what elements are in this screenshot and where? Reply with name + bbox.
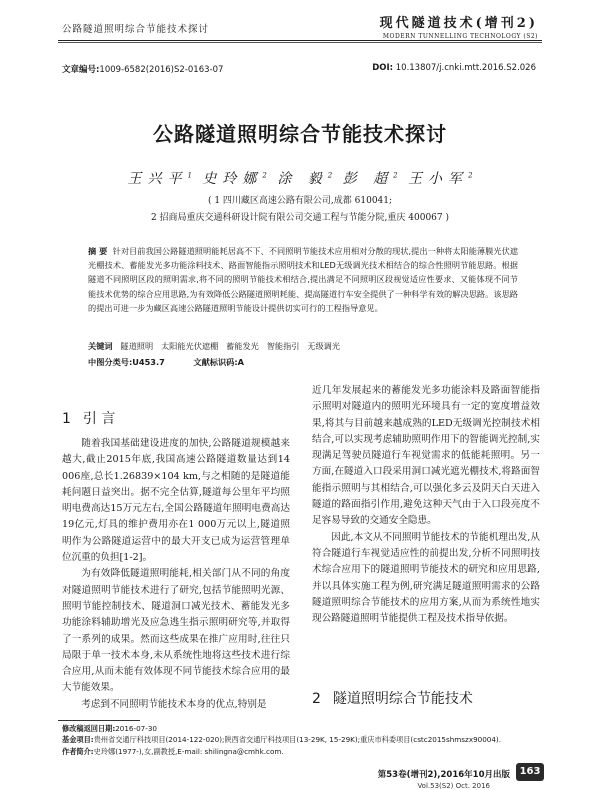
footer-volume: 第53卷(增刊2),2016年10月出版 [377,770,510,780]
paper-title: 公路隧道照明综合节能技术探讨 [153,122,447,146]
author: 史玲娜$^2$ [202,171,267,187]
page-number: 163 [516,763,544,781]
journal-name-en: MODERN TUNNELLING TECHNOLOGY (S2) [382,33,538,40]
header-rule-thin [58,42,542,43]
author-list [0,168,600,188]
keyword: 无级调光 [307,341,341,351]
abstract-text: 针对目前我国公路隧道照明能耗居高不下、不同照明节能技术应用相对分散的现状,提出一种将太阳能薄膜光伏遮光棚技术、蓄能发光多功能涂料技术、路面智能指示照明技术和LED无级调光技术相结合的综合性照明节能思路。根据隧道不同照明区段的照明需求,将不同的照明节能技术相结合,提出满足不同照明区段视觉适应性要求、又能体现不同节能技术优势的综合应用思路,为有效降低公路隧道照明耗能、提高隧道行车安全提供了一种科学有效的解决思路。该思路的提出可进一步为藏区高速公路隧道照明节能设计提供切实可行的工程指导意见。 [88,246,518,313]
keywords: 关键词 隧道照明 太阳能光伏遮棚 蓄能发光 智能指引 无级调光 [88,341,341,351]
paragraph: 随着我国基础建设进度的加快,公路隧道规模越来越大,截止2015年底,我国高速公路隧道数量达到14 006座,总长1.26839×104 km,与之相随的是隧道能耗问题日益突出。据不完全估算,隧道每公里年平均照明电费高达15万元左右,全国公路隧道年照明电费高达19亿元,灯具的维护费用亦在1 000万元以上,隧道照明作为公路隧道运营中的最大开支已成为运营管理单位沉重的负担[1-2]。 [62,438,290,564]
footnote-author: 作者简介:史玲娜(1977-),女,副教授,E-mail: shilingna@cmhk.com. [62,747,284,756]
header-rule [58,40,542,41]
doi: DOI: 10.13807/j.cnki.mtt.2016.S2.026 [372,63,536,73]
author: 涂 毅$^2$ [277,171,333,187]
footer-volume-en: Vol.53(S2) Oct. 2016 [417,782,490,790]
paragraph: 近几年发展起来的蓄能发光多功能涂料及路面智能指示照明对隧道内的照明光环境具有一定的宽度增益效果,将其与目前越来越成熟的LED无级调光控制技术相结合,可以实现考虑辅助照明作用下的智能调光控制,实现满足驾驶员隧道行车视觉需求的低能耗照明。另一方面,在隧道入口段采用洞口减光遮光棚技术,将路面智能指示照明与其相结合,可以强化多云及阴天白天进入隧道的路面指引作用,避免这种天气由于入口段亮度不足容易导致的交通安全隐患。 [312,385,540,527]
keyword: 隧道照明 [120,341,154,351]
keyword: 太阳能光伏遮棚 [160,341,219,351]
affiliation-2: 2 招商局重庆交通科研设计院有限公司交通工程与节能分院,重庆 400067 ) [150,213,450,223]
left-column [62,436,290,713]
paragraph: 因此,本文从不同照明节能技术的节能机理出发,从符合隧道行车视觉适应性的前提出发,分析不同照明技术综合应用下的隧道照明节能技术的研究和应用思路,并以具体实施工程为例,研究满足隧道照明需求的公路隧道照明综合节能技术的应用方案,从而为系统性地实现公路隧道照明节能提供工程及技术指导依据。 [312,531,540,625]
author: 王兴平$^1$ [127,171,192,187]
journal-header [380,12,538,40]
paragraph: 为有效降低隧道照明能耗,相关部门从不同的角度对隧道照明节能技术进行了研究,包括节能照明光源、照明节能控制技术、隧道洞口减光技术、蓄能发光多功能涂料辅助增光及应急逃生指示照明研究等,并取得了一系列的成果。然而这些成果在推广应用时,往往只局限于单一技术本身,未从系统性地将这些技术进行综合应用,从而未能有效体现不同节能技术综合应用的最大节能效果。 [62,568,290,694]
footnote-funding: 基金项目:贵州省交通厅科技项目(2014-122-020);陕西省交通厅科技项目(13-29K, 15-29K);重庆市科委项目(cstc2015shmszx90004). [62,735,502,744]
affiliation-1: ( 1 四川藏区高速公路有限公司,成都 610041; [207,196,393,206]
keyword: 智能指引 [266,341,300,351]
paragraph: 考虑到不同照明节能技术本身的优点,特别是 [81,698,267,710]
footnote-rule [58,720,140,721]
footnote-received: 修改稿返回日期:2016-07-30 [62,724,157,733]
section-2-heading: 2 隧道照明综合节能技术 [312,691,473,707]
section-1-heading: 1 引 言 [62,411,116,427]
running-title: 公路隧道照明综合节能技术探讨 [62,24,210,35]
article-number: 文章编号:1009-6582(2016)S2-0163-07 [62,65,224,75]
author: 王小军$^2$ [408,171,473,187]
keyword: 蓄能发光 [226,341,259,351]
abstract [88,244,518,315]
classification: 中图分类号:U453.7 文献标识码:A [88,357,244,367]
author: 彭 超$^2$ [342,171,398,187]
abstract-label: 摘 要 [88,246,108,256]
right-column [312,383,540,627]
journal-name-cn: 现代隧道技术(增刊2) [379,16,538,31]
